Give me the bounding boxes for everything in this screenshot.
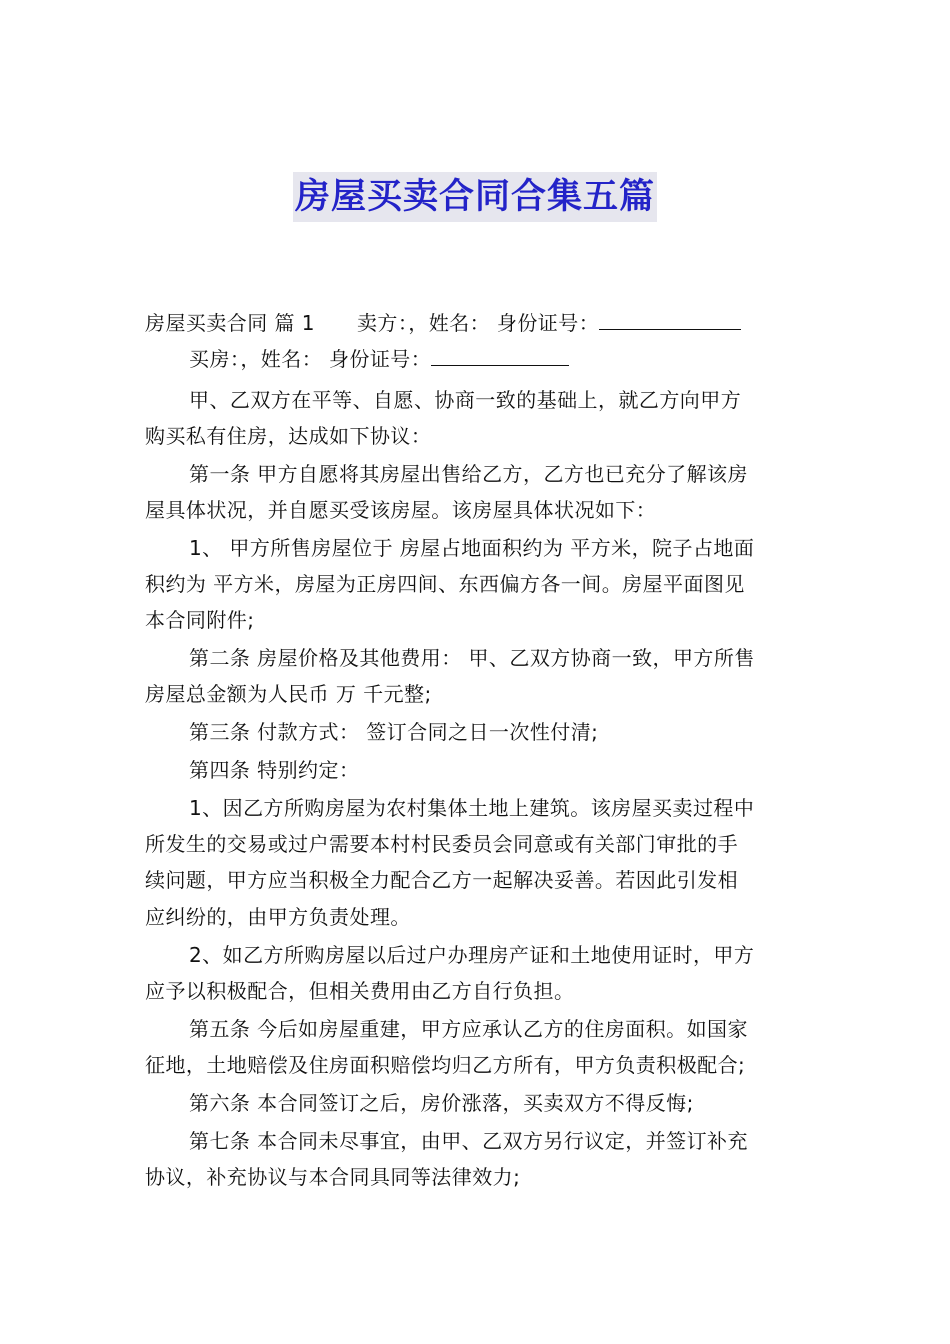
contract-heading-line [145,305,809,341]
paragraph-line: 第七条 本合同未尽事宜，由甲、乙双方另行议定，并签订补充 [189,1128,748,1153]
paragraph [145,640,809,713]
paragraph-line: 第三条 付款方式： 签订合同之日一次性付清; [189,720,599,745]
paragraph [145,1011,809,1084]
seller-id-blank [599,307,741,330]
paragraph-line: 屋具体状况，并自愿买受该房屋。该房屋具体状况如下： [145,497,657,522]
paragraph [145,790,809,935]
paragraph [145,382,809,455]
document-title: 房屋买卖合同合集五篇 [293,172,657,222]
paragraph [145,937,809,1010]
buyer-info: 买房：，姓名： 身份证号： [189,347,432,372]
paragraph [145,1123,809,1196]
paragraph-line: 征地，土地赔偿及住房面积赔偿均归乙方所有，甲方负责积极配合; [145,1052,746,1077]
document-body [145,305,809,1197]
paragraph-line: 第五条 今后如房屋重建，甲方应承认乙方的住房面积。如国家 [189,1016,748,1041]
paragraph-line: 第四条 特别约定： [189,758,360,783]
paragraph-line: 积约为 平方米，房屋为正房四间、东西偏方各一间。房屋平面图见 [145,572,745,597]
clauses [145,382,809,1196]
paragraph [145,530,809,639]
buyer-line [145,341,809,377]
paragraph-line: 1、 甲方所售房屋位于 房屋占地面积约为 平方米，院子占地面 [189,535,755,560]
paragraph-line: 1、因乙方所购房屋为农村集体土地上建筑。该房屋买卖过程中 [189,795,755,820]
paragraph-line: 协议，补充协议与本合同具同等法律效力; [145,1164,521,1189]
paragraph [145,456,809,529]
seller-info: 卖方：，姓名： 身份证号： [356,311,600,335]
paragraph-line: 续问题，甲方应当积极全力配合乙方一起解决妥善。若因此引发相 [145,868,739,893]
contract-section-label: 房屋买卖合同 篇 1 [145,311,315,335]
paragraph-line: 所发生的交易或过户需要本村村民委员会同意或有关部门审批的手 [145,832,739,857]
buyer-id-blank [431,343,569,366]
paragraph-line: 第六条 本合同签订之后，房价涨落，买卖双方不得反悔; [189,1090,694,1115]
paragraph-line: 甲、乙双方在平等、自愿、协商一致的基础上，就乙方向甲方 [189,387,742,412]
paragraph [145,752,809,788]
paragraph-line: 应予以积极配合，但相关费用由乙方自行负担。 [145,978,575,1003]
paragraph [145,1085,809,1121]
paragraph-line: 第二条 房屋价格及其他费用： 甲、乙双方协商一致，甲方所售 [189,646,755,671]
paragraph-line: 应纠纷的，由甲方负责处理。 [145,904,411,929]
paragraph-line: 第一条 甲方自愿将其房屋出售给乙方，乙方也已充分了解该房 [189,461,748,486]
paragraph-line: 购买私有住房，达成如下协议： [145,423,432,448]
paragraph [145,714,809,750]
paragraph-line: 本合同附件; [145,608,255,633]
title-area [0,172,950,222]
paragraph-line: 2、如乙方所购房屋以后过户办理房产证和土地使用证时，甲方 [189,942,755,967]
paragraph-line: 房屋总金额为人民币 万 千元整; [145,682,432,707]
